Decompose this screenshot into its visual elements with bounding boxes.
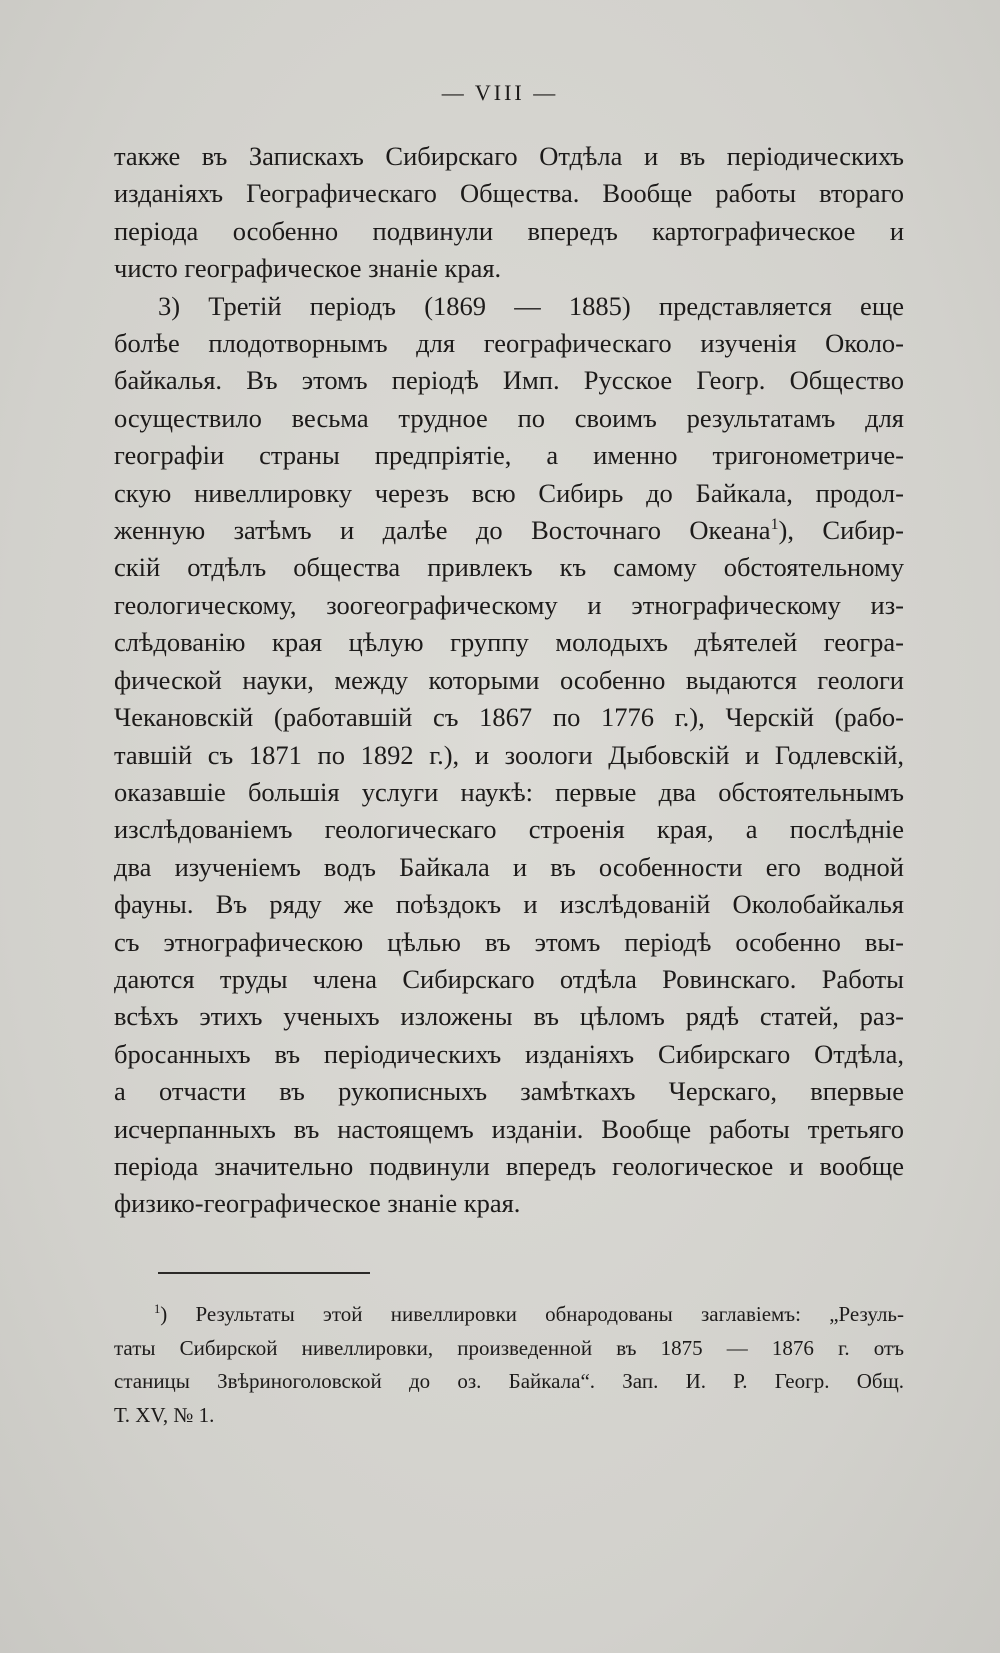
text-line: скій отдѣлъ общества привлекъ къ самому обстоятельному [114,552,904,583]
footnote-line [114,1298,904,1332]
text-line: періода особенно подвинули впередъ картографическое и [114,215,904,246]
text-line: географіи страны предпріятіе, а именно тригонометриче- [114,440,904,471]
text-segment: ), Сибир- [778,515,905,546]
text-line-with-footnote-ref [114,512,904,549]
text-segment: ) Результаты этой нивеллировки обнародованы заглавіемъ: „Резуль- [160,1302,904,1326]
text-line: періода значительно подвинули впередъ геологическое и вообще [114,1150,904,1181]
text-line: скую нивеллировку черезъ всю Сибирь до Байкала, продол- [114,477,904,508]
footnote [114,1298,904,1432]
text-line: даются труды члена Сибирскаго отдѣла Ровинскаго. Работы [114,963,904,994]
text-line: чисто географическое знаніе края. [114,253,502,284]
text-line: фауны. Въ ряду же поѣздокъ и изслѣдованій Околобайкалья [114,889,904,920]
text-line: два изученіемъ водъ Байкала и въ особенности его водной [114,851,904,882]
footnote-reference[interactable]: 1 [770,516,779,534]
paragraph-1 [114,138,904,288]
text-line: фической науки, между которыми особенно выдаются геологи [114,664,904,695]
main-text [114,138,904,1223]
text-line: а отчасти въ рукописныхъ замѣткахъ Черскаго, впервые [114,1076,904,1107]
text-line: съ этнографическою цѣлью въ этомъ періодѣ особенно вы- [114,926,904,957]
text-line: изслѣдованіемъ геологическаго строенія края, а послѣдніе [114,814,904,845]
text-line: всѣхъ этихъ ученыхъ изложены въ цѣломъ рядѣ статей, раз- [114,1001,904,1032]
footnote-line: станицы Звѣриноголовской до оз. Байкала“. Зап. И. Р. Геогр. Общ. [114,1369,904,1393]
text-line: тавшій съ 1871 по 1892 г.), и зоологи Дыбовскій и Годлевскій, [114,739,904,770]
text-line: также въ Запискахъ Сибирскаго Отдѣла и въ періодическихъ [114,141,904,171]
text-line: слѣдованію края цѣлую группу молодыхъ дѣятелей геогра- [114,627,904,658]
text-line: изданіяхъ Географическаго Общества. Вообще работы втораго [114,178,904,209]
text-line: байкалья. Въ этомъ періодѣ Имп. Русское Геогр. Общество [114,365,904,396]
text-segment: женную затѣмъ и далѣе до Восточнаго Океана [114,515,771,546]
text-line: геологическому, зоогеографическому и этнографическому из- [114,589,904,620]
text-line: бросанныхъ въ періодическихъ изданіяхъ Сибирскаго Отдѣла, [114,1038,904,1069]
page-number-header: — VIII — [441,80,559,105]
footnote-line: Т. XV, № 1. [114,1402,215,1427]
text-line: физико-географическое знаніе края. [114,1188,521,1219]
footnote-marker: 1 [154,1302,161,1316]
footnote-separator [158,1272,370,1274]
text-line: 3) Третій періодъ (1869 — 1885) представляется еще [158,290,904,321]
paragraph-2 [114,288,904,1223]
text-line: исчерпанныхъ въ настоящемъ изданіи. Вообще работы третьяго [114,1113,904,1144]
text-line: Чекановскій (работавшій съ 1867 по 1776 г.), Черскій (рабо- [114,702,904,733]
text-line: оказавшіе большія услуги наукѣ: первые два обстоятельнымъ [114,776,904,807]
text-line: болѣе плодотворнымъ для географическаго изученія Около- [114,328,904,359]
footnote-line: таты Сибирской нивеллировки, произведенной въ 1875 — 1876 г. отъ [114,1335,904,1360]
text-line: осуществило весьма трудное по своимъ результатамъ для [114,402,904,433]
